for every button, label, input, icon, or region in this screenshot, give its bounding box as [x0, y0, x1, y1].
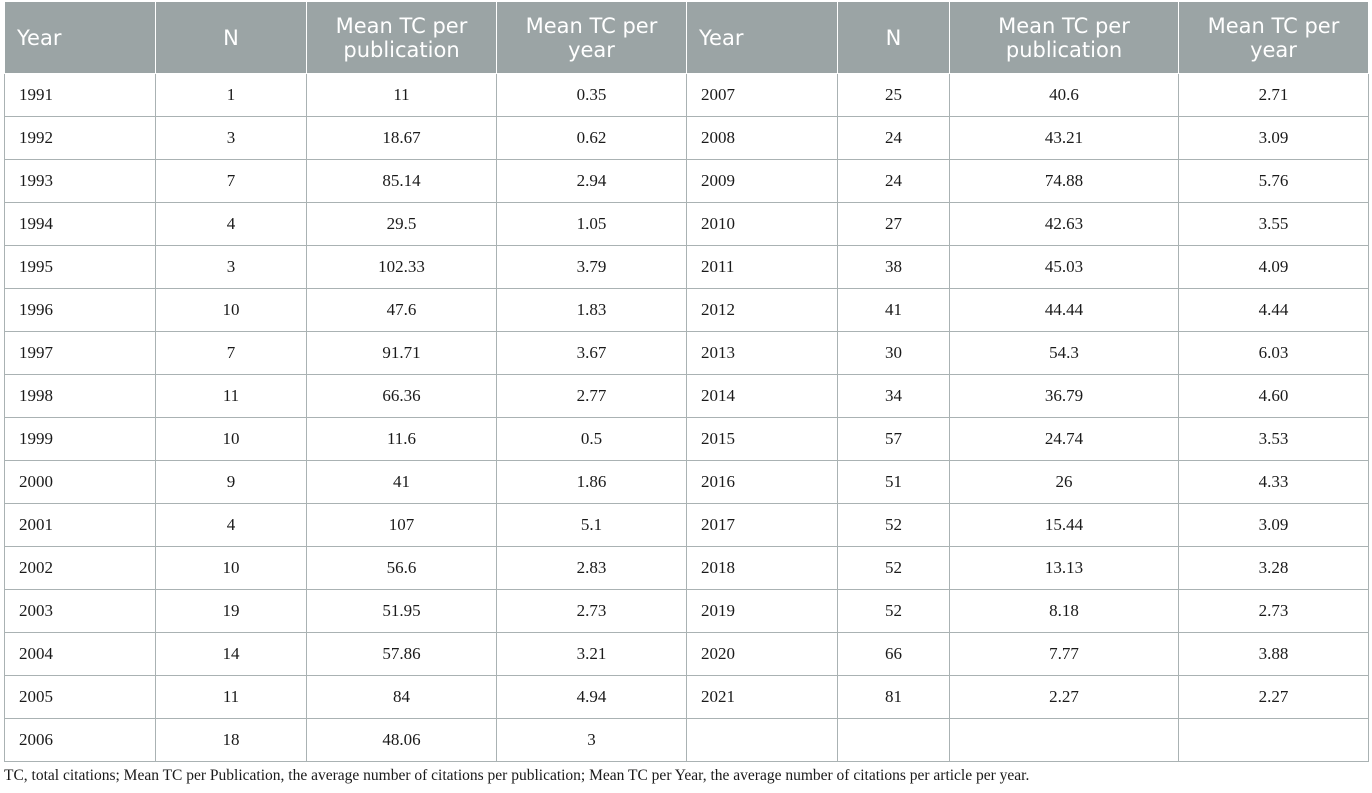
table-cell: 11	[156, 676, 307, 719]
table-row	[5, 461, 1369, 504]
table-cell: 2014	[687, 375, 838, 418]
table-cell: 10	[156, 289, 307, 332]
table-cell: 9	[156, 461, 307, 504]
table-cell: 24	[838, 160, 950, 203]
table-cell	[687, 719, 838, 762]
table-cell: 8.18	[950, 590, 1179, 633]
table-cell: 43.21	[950, 117, 1179, 160]
table-cell: 74.88	[950, 160, 1179, 203]
column-header: N	[838, 2, 950, 74]
column-header: N	[156, 2, 307, 74]
table-cell: 0.62	[497, 117, 687, 160]
table-cell: 40.6	[950, 74, 1179, 117]
table-row	[5, 418, 1369, 461]
table-cell: 29.5	[307, 203, 497, 246]
table-row	[5, 676, 1369, 719]
table-cell	[1179, 719, 1369, 762]
table-cell: 0.35	[497, 74, 687, 117]
table-cell: 1993	[5, 160, 156, 203]
table-cell: 4	[156, 203, 307, 246]
table-cell: 13.13	[950, 547, 1179, 590]
table-row	[5, 117, 1369, 160]
table-cell: 11.6	[307, 418, 497, 461]
column-header: Mean TC per year	[497, 2, 687, 74]
table-cell	[950, 719, 1179, 762]
table-cell: 24.74	[950, 418, 1179, 461]
table-row	[5, 547, 1369, 590]
table-row	[5, 719, 1369, 762]
table-cell: 4.60	[1179, 375, 1369, 418]
table-cell: 2005	[5, 676, 156, 719]
table-cell: 2019	[687, 590, 838, 633]
table-cell: 24	[838, 117, 950, 160]
table-cell: 66.36	[307, 375, 497, 418]
table-cell: 1998	[5, 375, 156, 418]
table-row	[5, 504, 1369, 547]
table-cell: 42.63	[950, 203, 1179, 246]
table-cell: 52	[838, 547, 950, 590]
table-cell: 7	[156, 160, 307, 203]
table-cell: 1994	[5, 203, 156, 246]
header-row	[5, 2, 1369, 74]
table-cell: 41	[307, 461, 497, 504]
table-cell: 51	[838, 461, 950, 504]
table-cell: 2001	[5, 504, 156, 547]
table-row	[5, 74, 1369, 117]
table-cell: 2012	[687, 289, 838, 332]
citation-table-container	[4, 2, 1368, 762]
table-cell: 85.14	[307, 160, 497, 203]
table-cell: 7	[156, 332, 307, 375]
table-cell: 27	[838, 203, 950, 246]
table-cell: 2020	[687, 633, 838, 676]
table-cell: 36.79	[950, 375, 1179, 418]
table-cell: 2.83	[497, 547, 687, 590]
table-cell: 52	[838, 590, 950, 633]
table-cell: 54.3	[950, 332, 1179, 375]
table-cell: 30	[838, 332, 950, 375]
table-cell: 1.86	[497, 461, 687, 504]
table-cell: 4.44	[1179, 289, 1369, 332]
table-cell: 2.27	[1179, 676, 1369, 719]
table-cell: 1991	[5, 74, 156, 117]
column-header: Mean TC per year	[1179, 2, 1369, 74]
table-cell: 66	[838, 633, 950, 676]
table-cell: 2017	[687, 504, 838, 547]
table-cell: 5.76	[1179, 160, 1369, 203]
table-cell: 4.33	[1179, 461, 1369, 504]
table-cell: 91.71	[307, 332, 497, 375]
table-cell: 1995	[5, 246, 156, 289]
table-cell: 84	[307, 676, 497, 719]
table-cell: 102.33	[307, 246, 497, 289]
table-cell: 10	[156, 418, 307, 461]
table-cell: 26	[950, 461, 1179, 504]
table-row	[5, 160, 1369, 203]
table-cell: 57	[838, 418, 950, 461]
table-cell: 2010	[687, 203, 838, 246]
table-cell: 4.94	[497, 676, 687, 719]
column-header: Year	[5, 2, 156, 74]
table-cell: 1992	[5, 117, 156, 160]
table-cell: 19	[156, 590, 307, 633]
table-footnote: TC, total citations; Mean TC per Publication, the average number of citations per publication; Mean TC per Year, the average number of citations per article per year.	[4, 767, 1030, 784]
table-cell: 41	[838, 289, 950, 332]
table-cell: 48.06	[307, 719, 497, 762]
table-row	[5, 590, 1369, 633]
table-cell: 1.05	[497, 203, 687, 246]
table-cell: 5.1	[497, 504, 687, 547]
table-row	[5, 203, 1369, 246]
table-cell: 3.55	[1179, 203, 1369, 246]
table-cell: 3	[156, 117, 307, 160]
table-cell: 3.67	[497, 332, 687, 375]
table-cell: 107	[307, 504, 497, 547]
table-cell: 3.09	[1179, 504, 1369, 547]
table-cell: 2016	[687, 461, 838, 504]
table-cell: 4.09	[1179, 246, 1369, 289]
column-header: Mean TC per publication	[307, 2, 497, 74]
table-cell: 2009	[687, 160, 838, 203]
table-cell: 2015	[687, 418, 838, 461]
table-row	[5, 289, 1369, 332]
table-cell: 45.03	[950, 246, 1179, 289]
table-cell: 14	[156, 633, 307, 676]
table-header	[5, 2, 1369, 74]
table-cell: 6.03	[1179, 332, 1369, 375]
table-cell: 2006	[5, 719, 156, 762]
column-header: Year	[687, 2, 838, 74]
table-cell: 2002	[5, 547, 156, 590]
table-cell: 2003	[5, 590, 156, 633]
table-cell: 11	[307, 74, 497, 117]
table-cell: 2.94	[497, 160, 687, 203]
table-cell: 2013	[687, 332, 838, 375]
table-cell: 11	[156, 375, 307, 418]
table-cell: 3.53	[1179, 418, 1369, 461]
table-cell: 18.67	[307, 117, 497, 160]
table-cell: 2004	[5, 633, 156, 676]
table-row	[5, 246, 1369, 289]
table-cell: 0.5	[497, 418, 687, 461]
table-cell: 1	[156, 74, 307, 117]
table-cell: 7.77	[950, 633, 1179, 676]
citation-table	[4, 2, 1369, 762]
table-cell: 10	[156, 547, 307, 590]
table-cell: 34	[838, 375, 950, 418]
table-cell	[838, 719, 950, 762]
table-row	[5, 332, 1369, 375]
table-cell: 1.83	[497, 289, 687, 332]
table-cell: 3	[497, 719, 687, 762]
table-cell: 52	[838, 504, 950, 547]
table-cell: 2021	[687, 676, 838, 719]
table-cell: 3.09	[1179, 117, 1369, 160]
table-row	[5, 633, 1369, 676]
table-cell: 2000	[5, 461, 156, 504]
table-cell: 2.73	[497, 590, 687, 633]
table-cell: 3	[156, 246, 307, 289]
table-cell: 38	[838, 246, 950, 289]
table-body	[5, 74, 1369, 762]
table-cell: 47.6	[307, 289, 497, 332]
table-cell: 15.44	[950, 504, 1179, 547]
table-cell: 1997	[5, 332, 156, 375]
table-cell: 44.44	[950, 289, 1179, 332]
table-cell: 2018	[687, 547, 838, 590]
table-cell: 3.21	[497, 633, 687, 676]
table-cell: 51.95	[307, 590, 497, 633]
table-cell: 25	[838, 74, 950, 117]
table-cell: 2007	[687, 74, 838, 117]
table-cell: 2.77	[497, 375, 687, 418]
table-cell: 3.88	[1179, 633, 1369, 676]
table-cell: 1999	[5, 418, 156, 461]
table-cell: 2.27	[950, 676, 1179, 719]
table-row	[5, 375, 1369, 418]
table-cell: 2.71	[1179, 74, 1369, 117]
table-cell: 3.79	[497, 246, 687, 289]
column-header: Mean TC per publication	[950, 2, 1179, 74]
table-cell: 81	[838, 676, 950, 719]
table-cell: 4	[156, 504, 307, 547]
table-cell: 57.86	[307, 633, 497, 676]
table-cell: 1996	[5, 289, 156, 332]
table-cell: 56.6	[307, 547, 497, 590]
table-cell: 2.73	[1179, 590, 1369, 633]
table-cell: 18	[156, 719, 307, 762]
table-cell: 2011	[687, 246, 838, 289]
table-cell: 2008	[687, 117, 838, 160]
table-cell: 3.28	[1179, 547, 1369, 590]
